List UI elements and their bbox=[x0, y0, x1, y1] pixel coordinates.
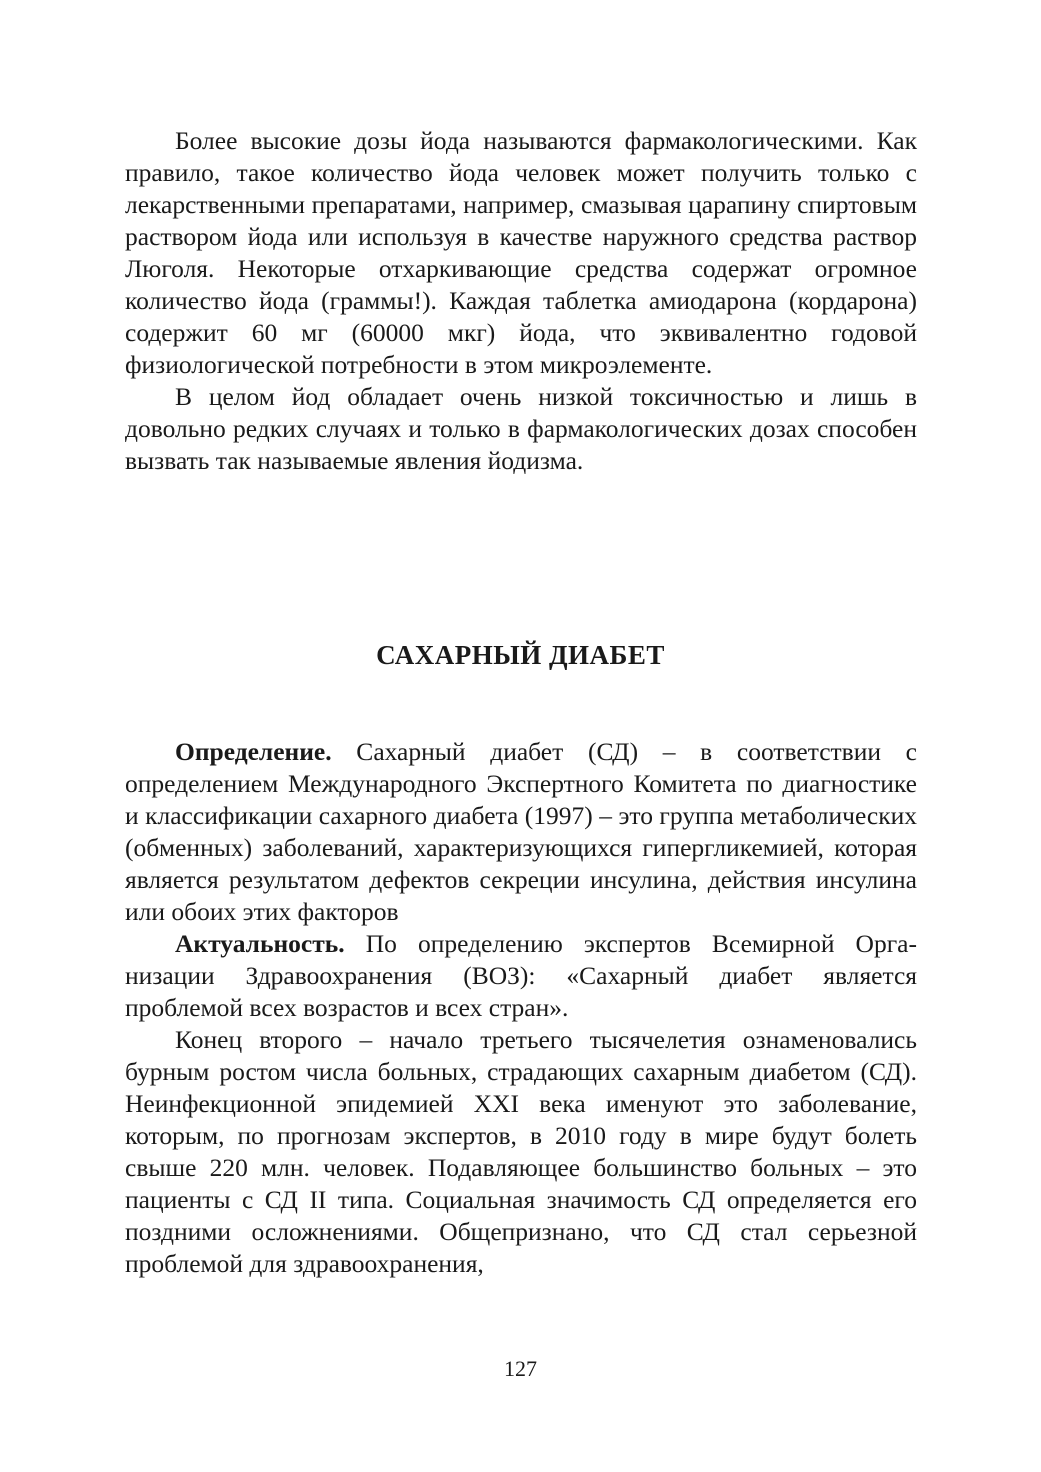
definition-label: Определение. bbox=[175, 737, 332, 766]
definition-text: Сахарный диабет (СД) – в соответствии с определением Международного Экспертного Комитета по диагностике и классификации сахарного диабета (1997) – это группа метаболических (обменных) заболеваний, характеризующихся гипергликемией, которая является результатом дефектов секреции инсулина, действия инсулина или обоих этих факторов bbox=[125, 737, 917, 926]
paragraph-millennium: Конец второго – начало третьего тысячелетия ознаменовались бурным ростом числа больных, страдающих сахарным диабетом (СД). Неинфекционной эпидемией XXI века именуют это заболевание, которым, по прогнозам экспертов, в 2010 году в мире будут болеть свыше 220 млн. человек. Подавляющее большинство больных – это пациенты с СД II типа. Социальная значимость СД определяется его поздними осложнениями. Общепризнано, что СД стал серьезной проблемой для здравоохранения, bbox=[125, 1025, 917, 1278]
section-title: САХАРНЫЙ ДИАБЕТ bbox=[376, 640, 665, 670]
relevance-text: По определению экспертов Всемирной Организации Здравоохранения (ВОЗ): «Сахарный диабет является проблемой всех возрастов и всех стран». bbox=[125, 929, 917, 1022]
paragraph-definition bbox=[125, 736, 917, 928]
paragraph-iodine-toxicity: В целом йод обладает очень низкой токсичностью и лишь в довольно редких случаях и только в фармакологических дозах способен вызвать так называемые явления йодизма. bbox=[125, 382, 917, 475]
relevance-label: Актуальность. bbox=[175, 929, 345, 958]
paragraph-relevance bbox=[125, 928, 917, 1024]
diabetes-text-block bbox=[125, 736, 917, 1280]
paragraph-pharmacological-doses: Более высокие дозы йода называются фармакологическими. Как правило, такое количество йода человек может получить только с лекарственными препаратами, например, смазывая царапину спиртовым раствором йода или используя в качестве наружного средства раствор Люголя. Некоторые отхаркивающие средства содержат огромное количество йода (граммы!). Каждая таблетка амиодарона (кордарона) содержит 60 мг (60000 мкг) йода, что эквивалентно годовой физиологической потребности в этом микроэлементе. bbox=[125, 126, 917, 379]
intro-text-block bbox=[125, 125, 917, 477]
page-number: 127 bbox=[504, 1356, 537, 1381]
